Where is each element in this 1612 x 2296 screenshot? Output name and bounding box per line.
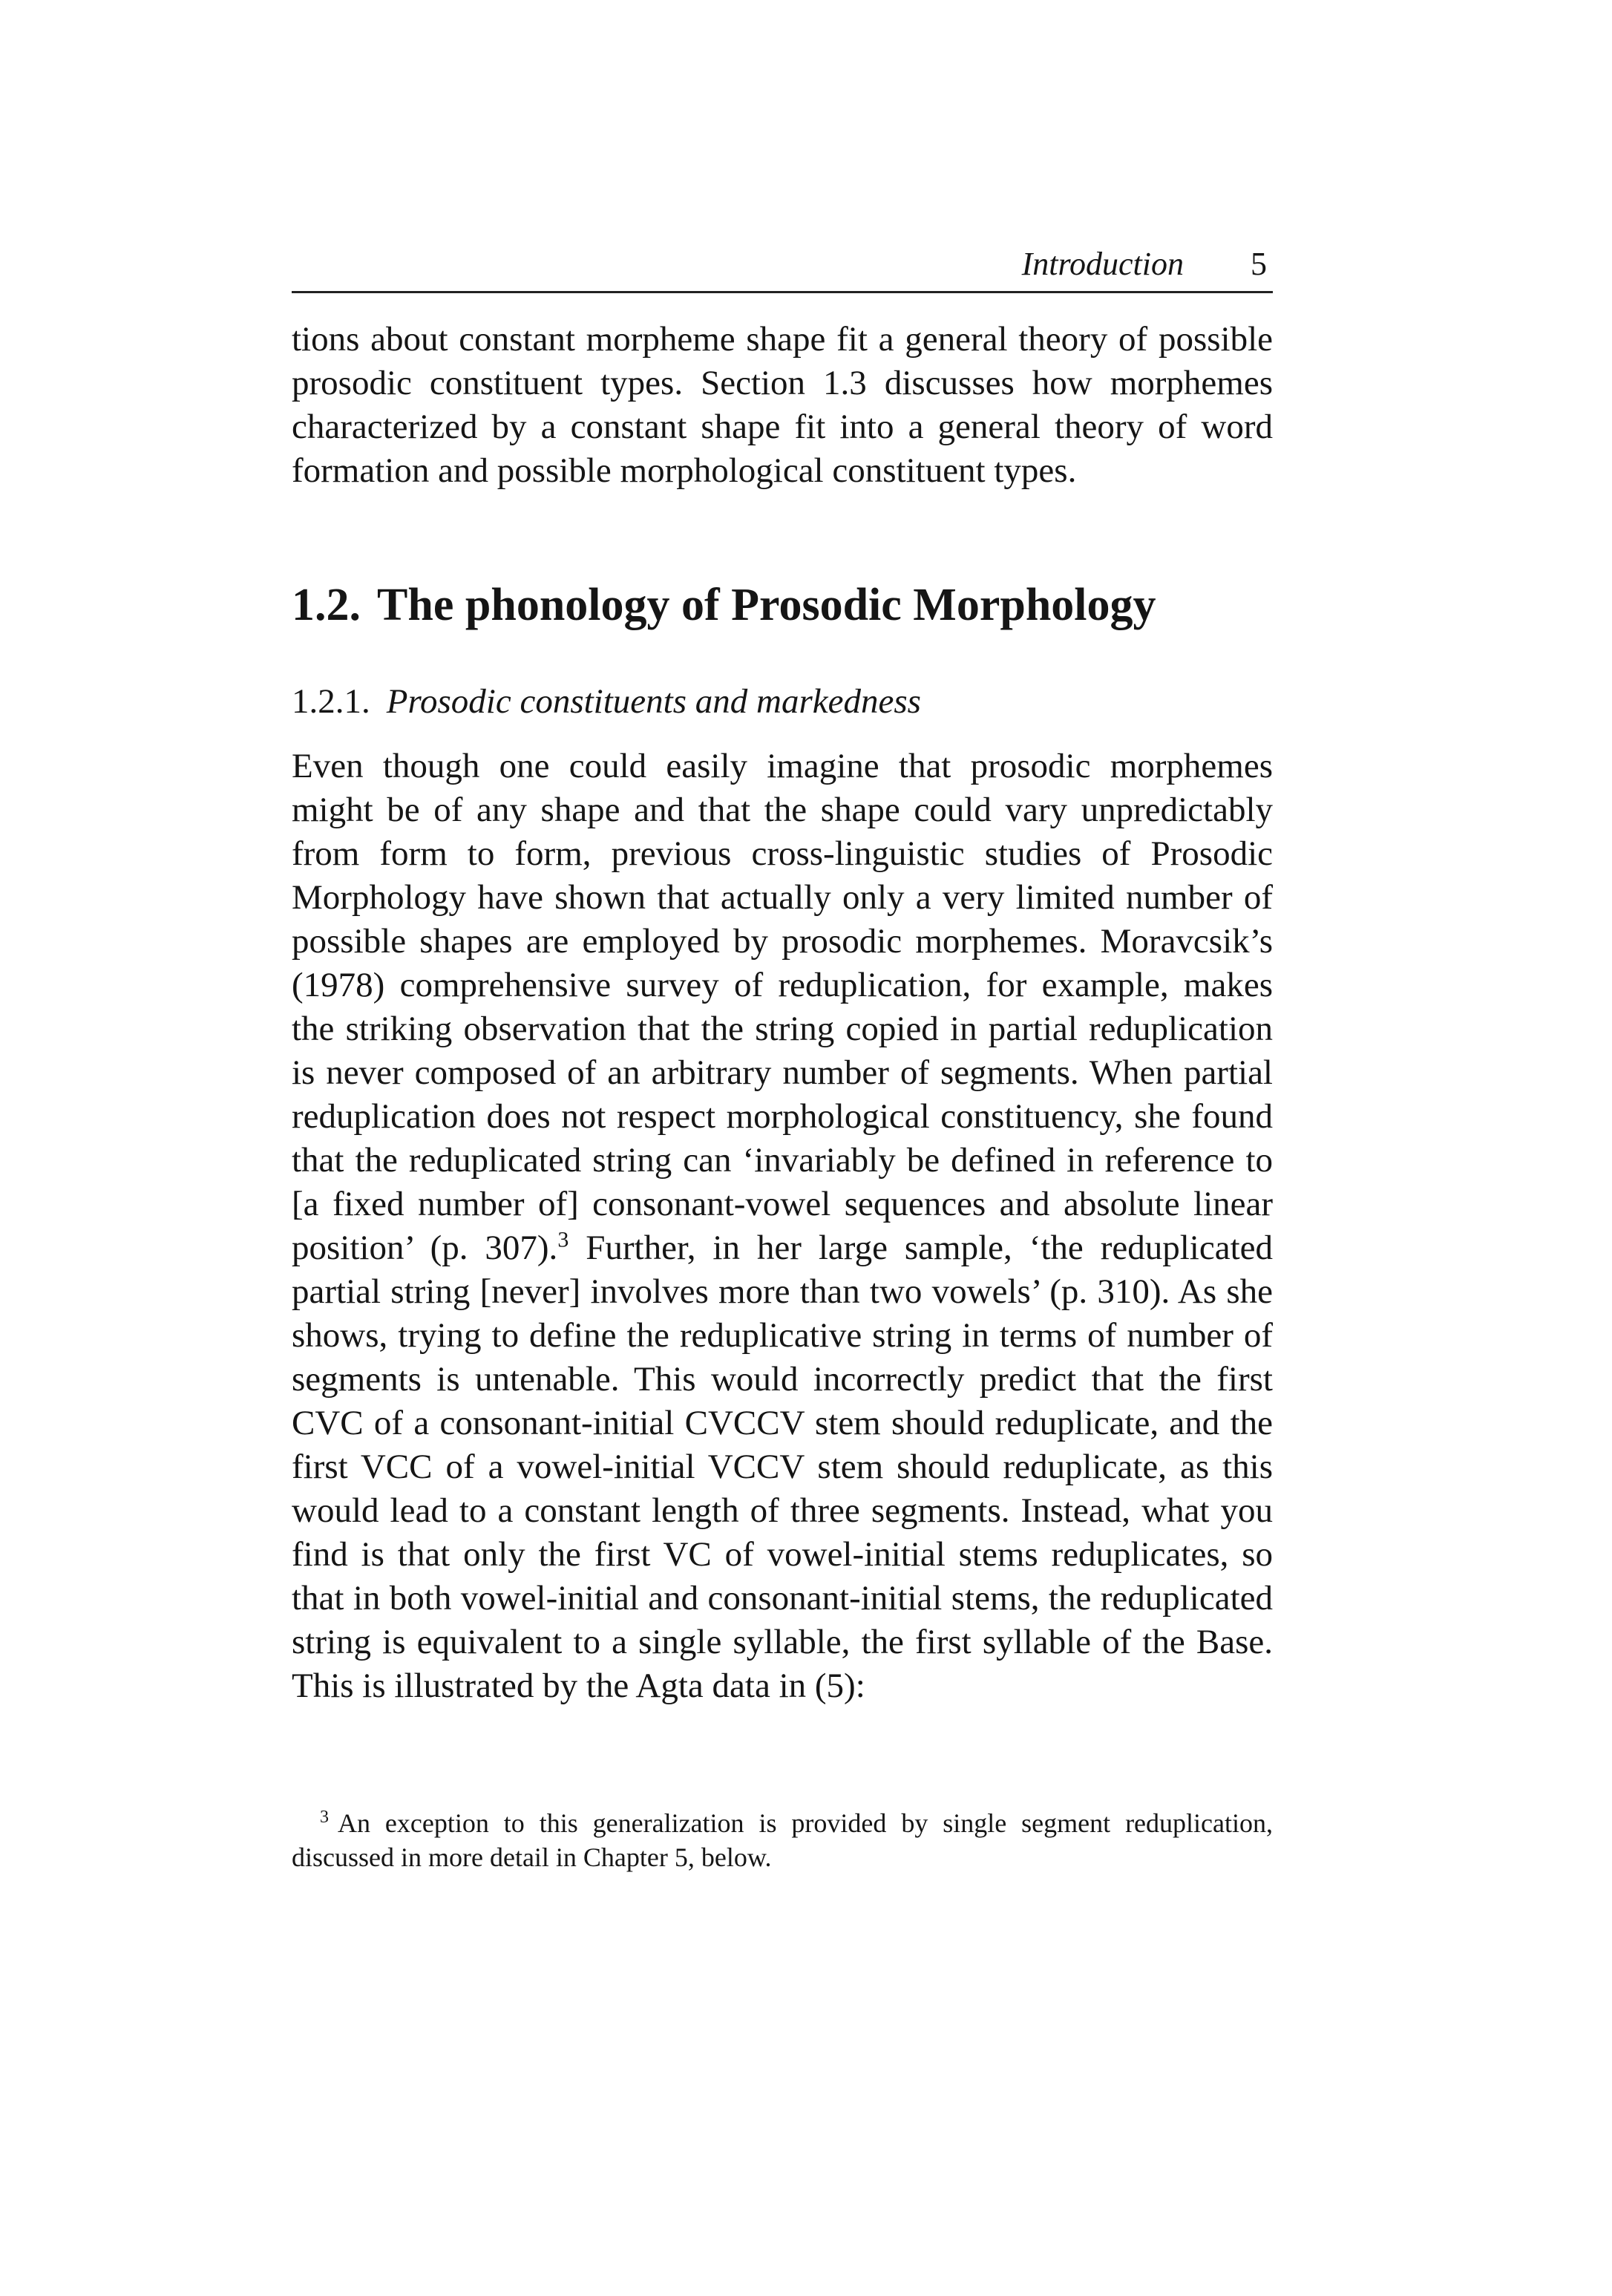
footnote-reference[interactable]: 3 (557, 1227, 569, 1252)
paragraph-continued: tions about constant morpheme shape fit a general theory of possible prosodic constituent types. Section 1.3 discusses how morphemes characterized by a constant shape fit into a general theory of word formation and possible morphological constituent types. (292, 320, 1273, 490)
running-head-title: Introduction (1021, 246, 1184, 282)
footnote-text: An exception to this generalization is provided by single segment reduplication, discussed in more detail in Chapter 5, below. (292, 1808, 1273, 1872)
footnote (292, 1806, 1273, 1874)
running-head (292, 245, 1273, 293)
subsection-title: Prosodic constituents and markedness (386, 682, 921, 721)
section-heading (292, 575, 1273, 635)
paragraph-main-part1: Even though one could easily imagine that prosodic morphemes might be of any shape and that the shape could vary unpredictably from form to form, previous cross-linguistic studies of Prosodic Morphology have shown that actually only a very limited number of possible shapes are employed by prosodic morphemes. Moravcsik’s (1978) comprehensive survey of reduplication, for example, makes the striking observation that the string copied in partial reduplication is never composed of an arbitrary number of segments. When partial reduplication does not respect morphological constituency, she found that the reduplicated string can ‘invariably be defined in reference to [a fixed number of] consonant-vowel sequences and absolute linear position’ (p. 307). (292, 747, 1273, 1267)
paragraph-main (292, 745, 1273, 1708)
section-number: 1.2. (292, 580, 361, 630)
section-title: The phonology of Prosodic Morphology (377, 580, 1156, 630)
book-page (292, 0, 1273, 2296)
page-number: 5 (1251, 246, 1267, 282)
subsection-heading (292, 679, 1273, 724)
footnote-mark: 3 (320, 1808, 329, 1827)
subsection-number: 1.2.1. (292, 682, 370, 721)
paragraph-main-part2: Further, in her large sample, ‘the reduplicated partial string [never] involves more than two vowels’ (p. 310). As she shows, trying to define the reduplicative string in terms of number of segments is untenable. This would incorrectly predict that the first CVC of a consonant-initial CVCCV stem should reduplicate, and the first VCC of a vowel-initial VCCV stem should reduplicate, as this would lead to a constant length of three segments. Instead, what you find is that only the first VC of vowel-initial stems reduplicates, so that in both vowel-initial and consonant-initial stems, the reduplicated string is equivalent to a single syllable, the first syllable of the Base. This is illustrated by the Agta data in (5): (292, 1229, 1273, 1705)
